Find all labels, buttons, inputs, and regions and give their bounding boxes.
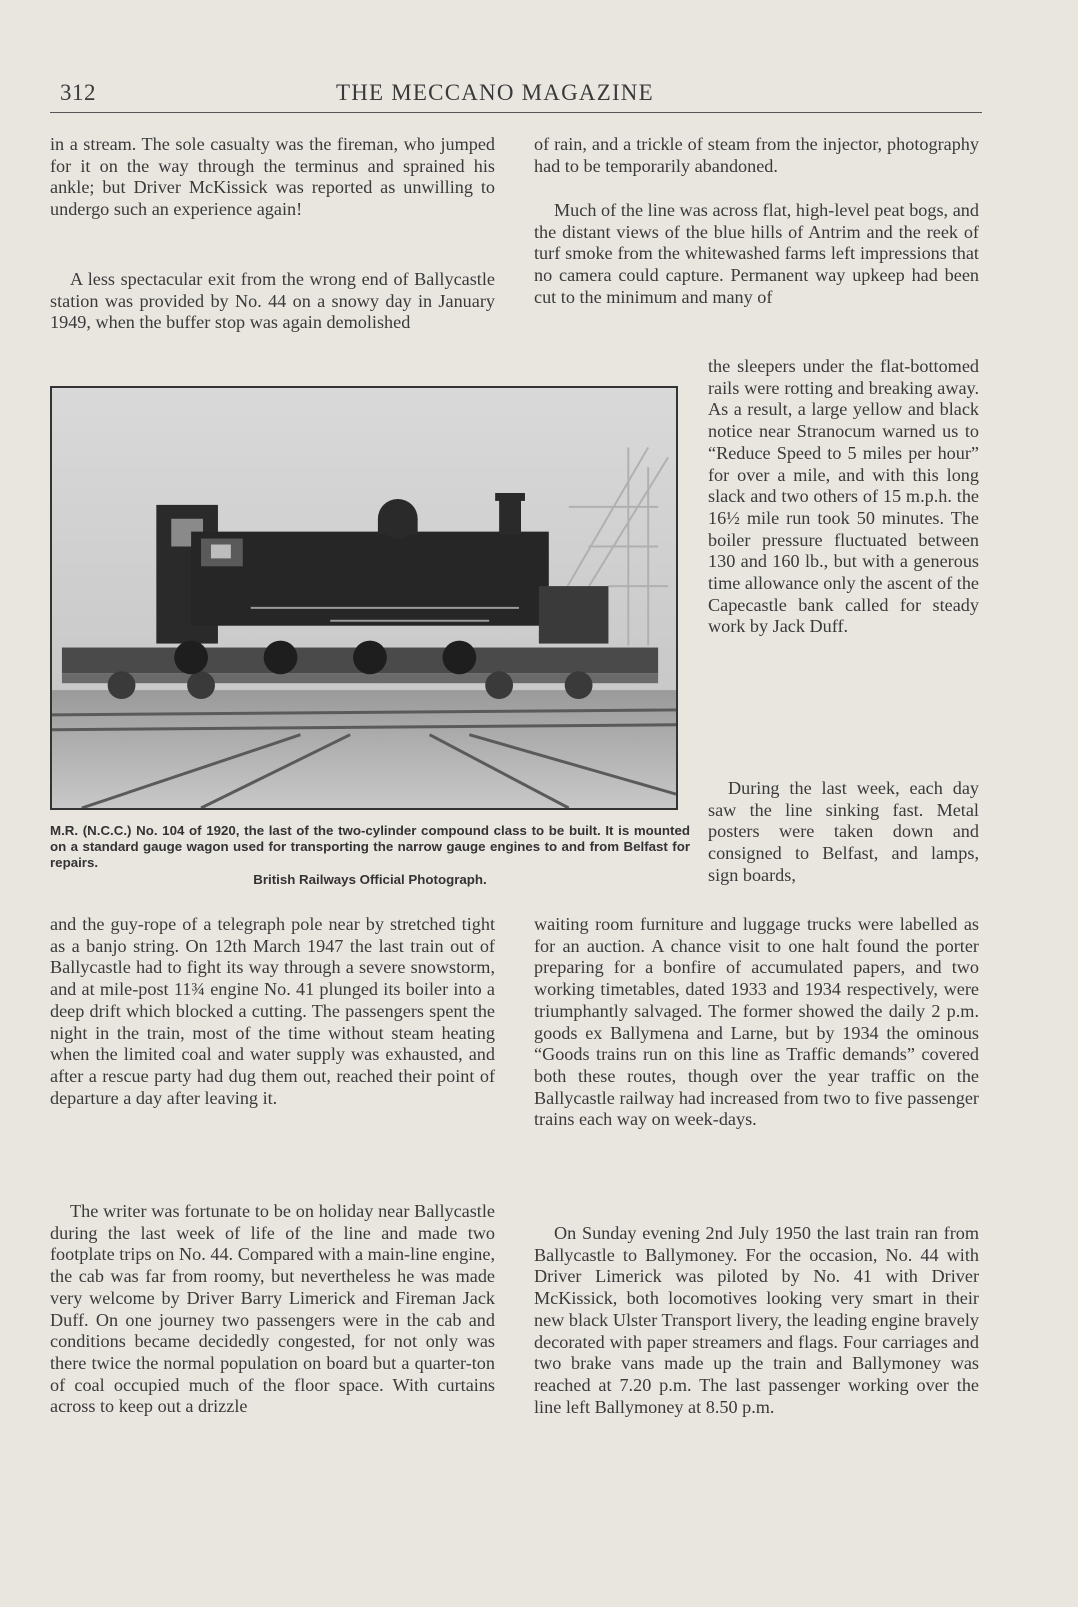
paragraph: in a stream. The sole casualty was the fireman, who jumped for it on the way through the terminus and sprained his ankle; but Driver McKissick was reported as unwilling to undergo such an experience again! bbox=[50, 134, 495, 220]
caption-text: M.R. (N.C.C.) No. 104 of 1920, the last of the two-cylinder compound class to be built. It is mounted on a standard gauge wagon used for transporting the narrow gauge engines to and from Belfast for repairs. bbox=[50, 823, 690, 871]
locomotive-photograph bbox=[50, 386, 678, 810]
paragraph: waiting room furniture and luggage trucks were labelled as for an auction. A chance visit to one halt found the porter preparing for a bonfire of accumulated papers, and two working timetables, dated 1933 and 1934 respectively, were triumphantly salvaged. The former showed the daily 2 p.m. goods ex Ballymena and Larne, but by 1934 the ominous “Goods trains run on this line as Traffic demands” covered both these routes, though over the year traffic on the Ballycastle railway had increased from two to five passenger trains each way on week-days. bbox=[534, 914, 979, 1130]
photo-credit: British Railways Official Photograph. bbox=[253, 871, 487, 887]
paragraph: and the guy-rope of a telegraph pole near by stretched tight as a banjo string. On 12th March 1947 the last train out of Ballycastle had to fight its way through a severe snowstorm, and at mile-post 11¾ engine No. 41 plunged its boiler into a deep drift which blocked a cutting. The passengers spent the night in the train, most of the time without steam heating when the limited coal and water supply was exhausted, and after a rescue party had dug them out, reached their point of departure a day after leaving it. bbox=[50, 914, 495, 1108]
running-head: THE MECCANO MAGAZINE bbox=[336, 80, 654, 105]
paragraph: Much of the line was across flat, high-level peat bogs, and the distant views of the blue hills of Antrim and the reek of turf smoke from the whitewashed farms left impressions that no camera could capture. Permanent way upkeep had been cut to the minimum and many of bbox=[534, 200, 979, 307]
paragraph: A less spectacular exit from the wrong end of Ballycastle station was provided by No. 44 on a snowy day in January 1949, when the buffer stop was again demolished bbox=[50, 269, 495, 333]
photo-caption bbox=[50, 823, 690, 888]
paragraph: The writer was fortunate to be on holiday near Ballycastle during the last week of life of the line and made two footplate trips on No. 44. Compared with a main-line engine, the cab was far from roomy, but nevertheless he was made very welcome by Driver Barry Limerick and Fireman Jack Duff. On one journey two passengers were in the cab and conditions became decidedly congested, for not only was there twice the normal population on board but a quarter-ton of coal occupied much of the floor space. With curtains across to keep out a drizzle bbox=[50, 1201, 495, 1417]
paragraph: On Sunday evening 2nd July 1950 the last train ran from Ballycastle to Ballymoney. For the occasion, No. 44 with Driver Limerick was piloted by No. 41 with Driver McKissick, both locomotives looking very smart in their new black Ulster Transport livery, the leading engine bravely decorated with paper streamers and flags. Four carriages and two brake vans made up the train and Ballymoney was reached at 7.20 p.m. The last passenger working over the line left Ballymoney at 8.50 p.m. bbox=[534, 1223, 979, 1417]
header-rule bbox=[50, 112, 982, 113]
page-number: 312 bbox=[60, 80, 96, 105]
paragraph: the sleepers under the flat-bottomed rails were rotting and breaking away. As a result, a large yellow and black notice near Stranocum warned us to “Reduce Speed to 5 miles per hour” for over a mile, and with this long slack and two others of 15 m.p.h. the 16½ mile run took 50 minutes. The boiler pressure fluctuated between 130 and 160 lb., but with a generous time allowance only the ascent of the Capecastle bank called for steady work by Jack Duff. bbox=[708, 356, 979, 637]
paragraph: of rain, and a trickle of steam from the injector, photography had to be temporarily abandoned. bbox=[534, 134, 979, 176]
paragraph: During the last week, each day saw the line sinking fast. Metal posters were taken down and consigned to Belfast, and lamps, sign boards, bbox=[708, 778, 979, 885]
